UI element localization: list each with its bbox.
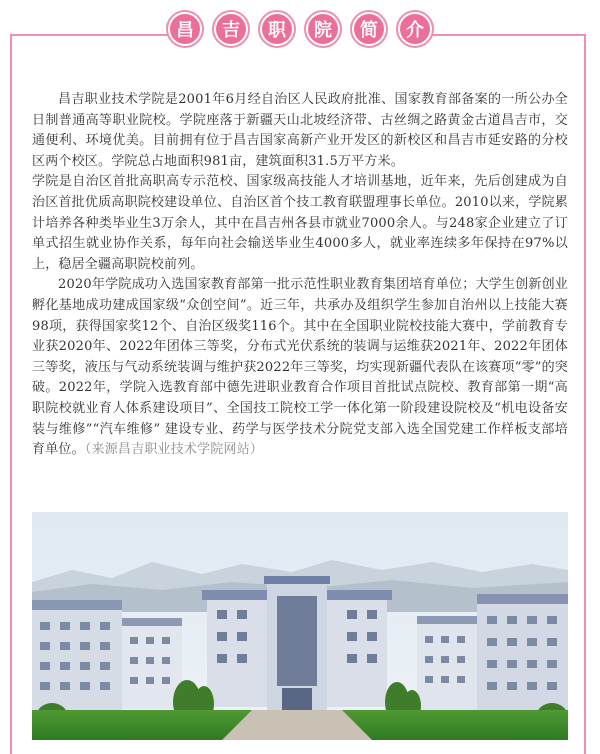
campus-illustration bbox=[32, 512, 568, 740]
title-char: 院 bbox=[304, 10, 342, 48]
title-char: 昌 bbox=[166, 10, 204, 48]
title-char: 介 bbox=[396, 10, 434, 48]
paragraph-3: 2020年学院成功入选国家教育部第一批示范性职业教育集团培育单位；大学生创新创业孵化基地成功建成国家级“众创空间”。近三年，共承办及组织学生参加自治州以上技能大赛98项，获得国家奖12个、自治区级奖116个。其中在全国职业院校技能大赛中，学前教育专业获2020年、2022年团体三等奖，分布式光伏系统的装调与运维获2021年、2022年团体三等奖，液压与气动系统装调与维护获2022年三等奖，均实现新疆代表队在该赛项“零”的突破。2022年，学院入选教育部中德先进职业教育合作项目首批试点院校、教育部第一期“高职院校就业育人体系建设项目”、全国技工院校工学一体化第一阶段建设院校及“机电设备安装与维修”“汽车维修” 建设专业、药学与医学技术分院党支部入选全国党建工作样板支部培育单位。（来源昌吉职业技术学院网站） bbox=[32, 277, 568, 458]
paragraph-2: 学院是自治区首批高职高专示范校、国家级高技能人才培训基地，近年来，先后创建成为自治区首批优质高职院校建设单位、自治区首个技工教育联盟理事长单位。2010以来，学院累计培养各种类毕业生3万余人，其中在昌吉州各县市就业7000余人。与248家企业建立了订单式招生就业协作关系，每年向社会输送毕业生4000多人，就业率连续多年保持在97%以上，稳居全疆高职院校前列。 bbox=[32, 174, 568, 272]
campus-photo bbox=[32, 512, 568, 740]
title-banner bbox=[0, 10, 600, 48]
title-char: 职 bbox=[258, 10, 296, 48]
title-char: 吉 bbox=[212, 10, 250, 48]
title-char: 简 bbox=[350, 10, 388, 48]
source-note: （来源昌吉职业技术学院网站） bbox=[84, 442, 264, 458]
intro-text bbox=[32, 90, 568, 461]
paragraph-1: 昌吉职业技术学院是2001年6月经自治区人民政府批准、国家教育部备案的一所公办全日制普通高等职业院校。学院座落于新疆天山北坡经济带、古丝绸之路黄金古道昌吉市，交通便利、环境优美。目前拥有位于昌吉国家高新产业开发区的新校区和昌吉市延安路的分校区两个校区。学院总占地面积981亩，建筑面积31.5万平方米。 bbox=[32, 92, 568, 169]
